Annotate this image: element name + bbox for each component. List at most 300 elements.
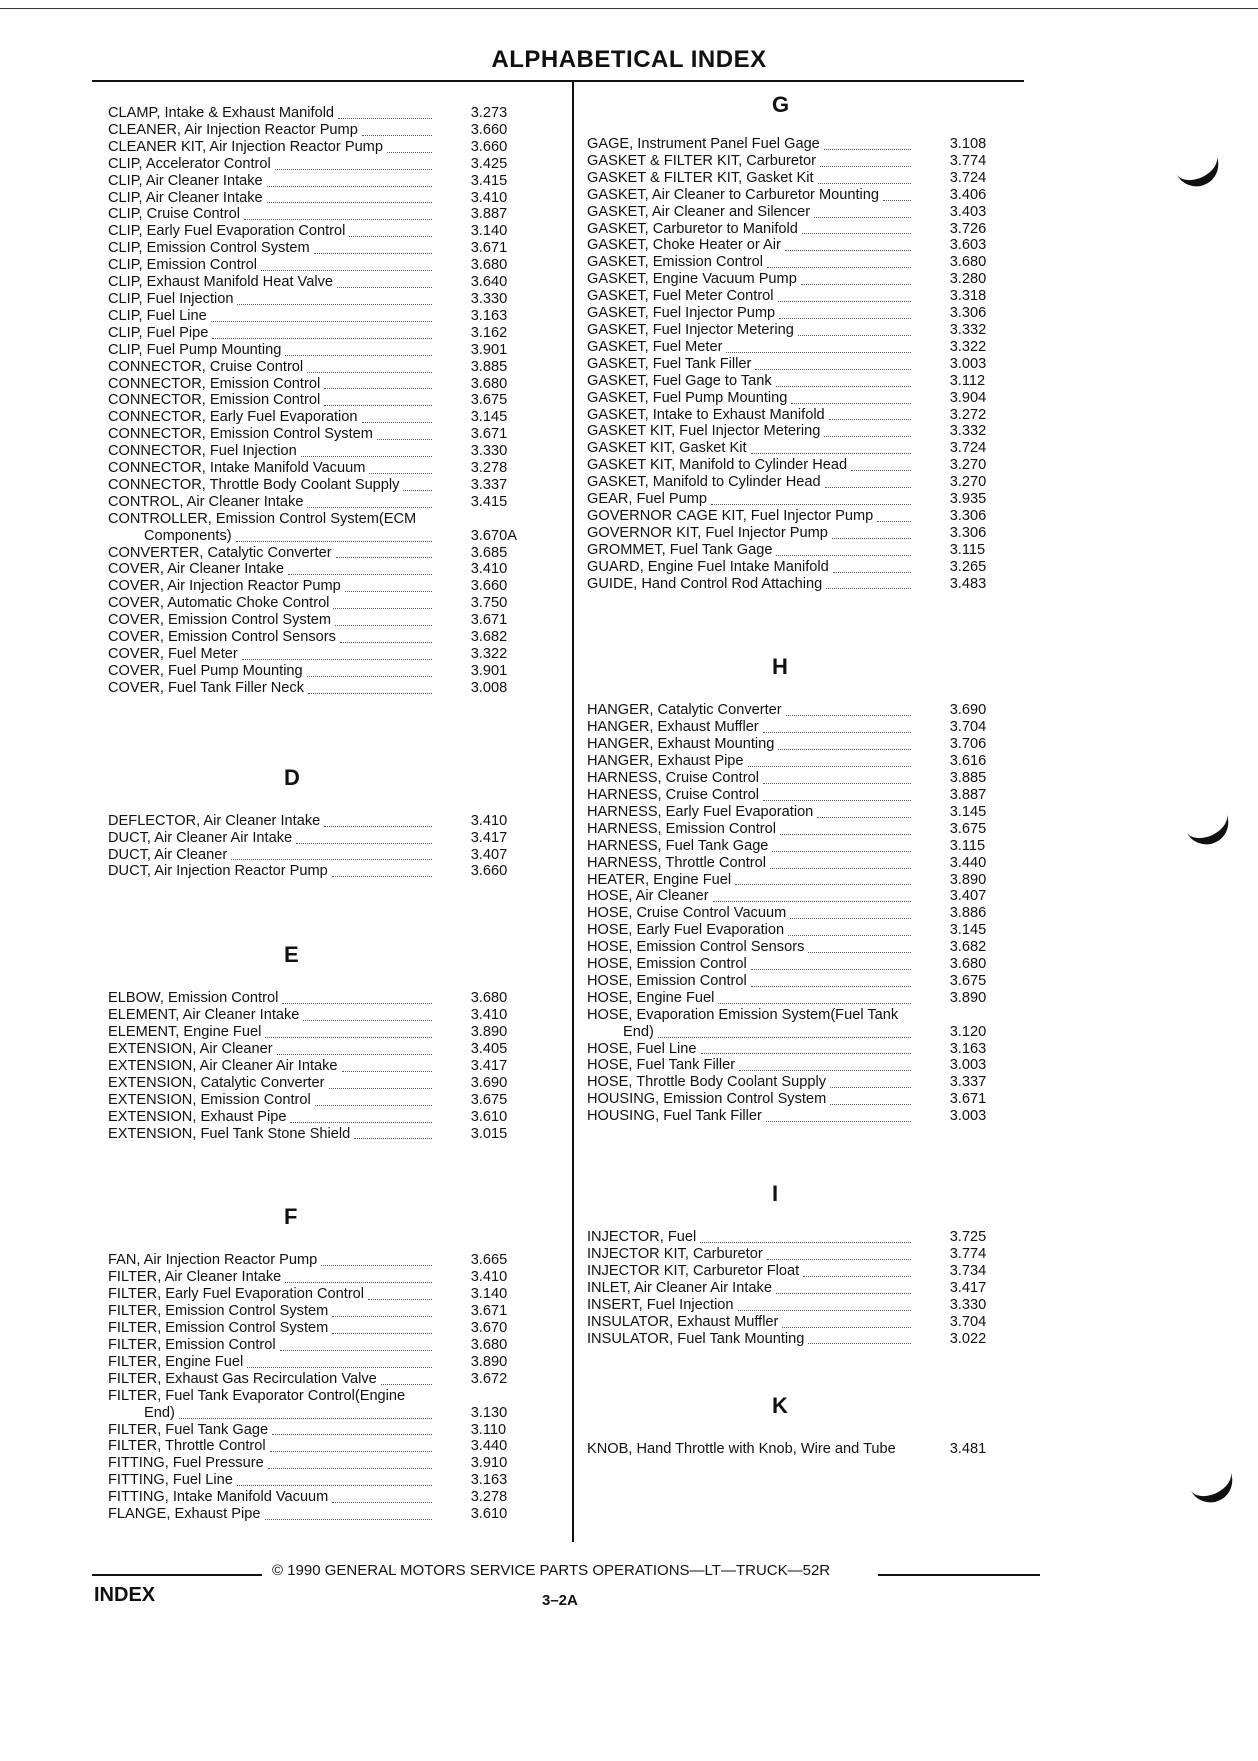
index-entry-name: HOUSING, Fuel Tank Filler xyxy=(587,1108,762,1125)
index-entry-name: GASKET, Fuel Injector Pump xyxy=(587,305,776,322)
index-entry xyxy=(108,1303,563,1320)
index-entry-page: 3.690 xyxy=(949,702,987,719)
index-entry-page: 3.483 xyxy=(949,575,987,592)
index-entry xyxy=(108,863,563,880)
dot-leader xyxy=(335,625,432,626)
index-entry-name: CLEANER KIT, Air Injection Reactor Pump xyxy=(108,138,383,155)
index-entry-name: HANGER, Exhaust Pipe xyxy=(587,753,744,770)
index-entry xyxy=(108,663,563,680)
index-entry-page: 3.115 xyxy=(949,837,986,854)
index-entry-page: 3.140 xyxy=(470,1286,508,1303)
index-entry-name: HANGER, Catalytic Converter xyxy=(587,702,782,719)
page-title: ALPHABETICAL INDEX xyxy=(491,46,767,73)
index-entry-name: COVER, Fuel Meter xyxy=(108,646,238,662)
dot-leader xyxy=(739,1070,911,1071)
dot-leader xyxy=(270,1451,432,1452)
dot-leader xyxy=(808,952,910,953)
index-entry-name: CLIP, Fuel Injection xyxy=(108,290,234,307)
index-column-left xyxy=(108,105,563,1523)
dot-leader xyxy=(825,487,911,488)
index-entry-name: HOSE, Emission Control Sensors xyxy=(587,939,805,956)
dot-leader xyxy=(301,456,432,457)
index-entry xyxy=(587,804,1042,821)
index-entry-page: 3.022 xyxy=(949,1330,987,1347)
index-entry xyxy=(587,153,1042,170)
index-entry-page: 3.724 xyxy=(949,169,987,186)
index-entry-page: 3.278 xyxy=(470,460,508,477)
index-entry-name: FILTER, Early Fuel Evaporation Control xyxy=(108,1286,365,1303)
index-entry xyxy=(108,1354,563,1371)
dot-leader xyxy=(332,1316,431,1317)
dot-leader xyxy=(290,1122,431,1123)
index-entry-page: 3.680 xyxy=(470,257,508,274)
index-entry xyxy=(587,787,1042,804)
index-entry-page: 3.440 xyxy=(470,1438,508,1455)
index-entry-name: GASKET, Fuel Tank Filler xyxy=(587,355,752,372)
index-entry xyxy=(108,1489,563,1506)
dot-leader xyxy=(307,372,432,373)
index-entry-name: GASKET, Emission Control xyxy=(587,254,763,271)
index-entry-name: GASKET, Fuel Gage to Tank xyxy=(587,372,772,389)
index-entry-page: 3.706 xyxy=(949,736,987,753)
index-entry-name: INJECTOR KIT, Carburetor xyxy=(587,1246,763,1263)
index-entry-name: GASKET, Fuel Injector Metering xyxy=(587,321,794,338)
index-entry-name: DUCT, Air Cleaner xyxy=(108,846,228,863)
index-entry-page: 3.405 xyxy=(470,1041,508,1058)
index-entry-page: 3.690 xyxy=(470,1074,508,1091)
index-entry-page: 3.410 xyxy=(470,1007,508,1024)
dot-leader xyxy=(324,826,431,827)
index-entry-name: HOSE, Emission Control xyxy=(587,956,747,973)
index-entry-page: 3.671 xyxy=(470,1303,508,1320)
index-entry-page: 3.417 xyxy=(470,1057,508,1074)
index-entry-name: INLET, Air Cleaner Air Intake xyxy=(587,1279,772,1296)
index-entry-name: HARNESS, Cruise Control xyxy=(587,787,759,803)
dot-leader xyxy=(362,135,432,136)
dot-leader xyxy=(336,557,432,558)
index-entry-page: 3.682 xyxy=(470,629,508,646)
dot-leader xyxy=(776,386,911,387)
index-entry-page: 3.403 xyxy=(949,203,987,220)
index-entry-page: 3.890 xyxy=(949,871,987,888)
index-entry-name: INJECTOR, Fuel xyxy=(587,1229,697,1246)
dot-leader xyxy=(369,473,431,474)
index-entry-page: 3.671 xyxy=(470,426,508,443)
index-entry-page: 3.330 xyxy=(949,1296,987,1313)
dot-leader xyxy=(883,200,911,201)
index-entry-name: EXTENSION, Exhaust Pipe xyxy=(108,1108,287,1125)
dot-leader xyxy=(381,1384,432,1385)
dot-leader xyxy=(265,1519,432,1520)
index-entry-name: EXTENSION, Fuel Tank Stone Shield xyxy=(108,1125,351,1142)
index-entry-page: 3.130 xyxy=(470,1404,508,1421)
index-entry xyxy=(587,753,1042,770)
dot-leader xyxy=(285,355,431,356)
index-entry-name: INSERT, Fuel Injection xyxy=(587,1296,734,1313)
index-entry-name: FILTER, Fuel Tank Evaporator Control(Engine xyxy=(108,1387,406,1404)
index-entry xyxy=(108,376,563,393)
index-entry-name: HOSE, Fuel Line xyxy=(587,1040,697,1057)
index-entry-page: 3.322 xyxy=(470,645,508,662)
index-entry-name: FAN, Air Injection Reactor Pump xyxy=(108,1252,318,1269)
index-entry xyxy=(587,956,1042,973)
index-entry-page: 3.337 xyxy=(949,1074,987,1091)
index-entry-name: GOVERNOR KIT, Fuel Injector Pump xyxy=(587,524,828,541)
dot-leader xyxy=(362,422,432,423)
index-entry xyxy=(108,1075,563,1092)
index-entry xyxy=(108,528,563,545)
index-entry xyxy=(587,1280,1042,1297)
index-entry xyxy=(108,1024,563,1041)
index-entry-page: 3.140 xyxy=(470,223,508,240)
index-entry-name: GAGE, Instrument Panel Fuel Gage xyxy=(587,136,820,152)
index-entry xyxy=(108,1388,563,1405)
dot-leader xyxy=(832,538,911,539)
index-entry-page: 3.145 xyxy=(949,803,987,820)
index-entry-page: 3.610 xyxy=(470,1506,508,1523)
index-entry xyxy=(108,274,563,291)
index-entry xyxy=(587,339,1042,356)
index-entry-name: GASKET, Air Cleaner and Silencer xyxy=(587,203,811,220)
index-entry xyxy=(108,223,563,240)
dot-leader xyxy=(288,574,432,575)
dot-leader xyxy=(782,1327,910,1328)
dot-leader xyxy=(751,453,911,454)
index-entry-page: 3.680 xyxy=(949,254,987,271)
index-entry-name: CLIP, Exhaust Manifold Heat Valve xyxy=(108,274,333,291)
index-entry xyxy=(108,1286,563,1303)
index-entry-page: 3.660 xyxy=(470,121,508,138)
dot-leader xyxy=(779,318,911,319)
index-entry xyxy=(108,813,563,830)
dot-leader xyxy=(818,183,911,184)
index-entry xyxy=(108,426,563,443)
index-entry xyxy=(587,390,1042,407)
index-entry-page: 3.774 xyxy=(949,1246,987,1263)
index-entry-name: FLANGE, Exhaust Pipe xyxy=(108,1506,261,1523)
section-letter-i: I xyxy=(772,1181,779,1207)
index-entry xyxy=(108,443,563,460)
column-divider xyxy=(572,82,574,1542)
index-entry-name: FILTER, Emission Control System xyxy=(108,1303,329,1320)
index-entry-name: HOSE, Early Fuel Evaporation xyxy=(587,922,785,939)
index-entry-name: CLEANER, Air Injection Reactor Pump xyxy=(108,121,358,138)
dot-leader xyxy=(277,1054,432,1055)
index-entry xyxy=(587,1246,1042,1263)
index-entry-name: GASKET, Fuel Pump Mounting xyxy=(587,389,788,406)
index-entry-name: COVER, Fuel Tank Filler Neck xyxy=(108,679,304,696)
index-entry-name: CONNECTOR, Cruise Control xyxy=(108,358,304,375)
index-entry-name: CONTROL, Air Cleaner Intake xyxy=(108,493,304,510)
index-entry-page: 3.680 xyxy=(949,956,987,973)
index-entry xyxy=(587,373,1042,390)
index-entry-name: CONTROLLER, Emission Control System(ECM xyxy=(108,510,417,527)
index-entry xyxy=(587,770,1042,787)
dot-leader xyxy=(718,1003,910,1004)
index-entry-name: GASKET, Engine Vacuum Pump xyxy=(587,271,797,288)
dot-leader xyxy=(275,169,432,170)
dot-leader xyxy=(321,1265,431,1266)
index-entry-name: COVER, Automatic Choke Control xyxy=(108,595,330,612)
index-entry-name: GASKET KIT, Fuel Injector Metering xyxy=(587,423,821,440)
index-entry-name: GASKET, Intake to Exhaust Manifold xyxy=(587,406,825,423)
index-entry-name: HOSE, Throttle Body Coolant Supply xyxy=(587,1074,827,1091)
dot-leader xyxy=(767,1259,911,1260)
section-letter-h: H xyxy=(772,654,788,680)
index-column-right xyxy=(587,88,1042,1458)
index-entry xyxy=(108,1320,563,1337)
index-entry-page: 3.265 xyxy=(949,558,987,575)
section-letter-k: K xyxy=(772,1393,788,1419)
index-entry-name: CONNECTOR, Emission Control xyxy=(108,392,321,409)
dot-leader xyxy=(701,1053,911,1054)
dot-leader xyxy=(265,1037,431,1038)
index-entry xyxy=(108,612,563,629)
dot-leader xyxy=(282,1003,431,1004)
index-entry xyxy=(108,1422,563,1439)
index-entry-page: 3.145 xyxy=(470,409,508,426)
index-entry-page: 3.603 xyxy=(949,237,987,254)
section-spacer xyxy=(587,1125,1042,1177)
index-entry xyxy=(108,206,563,223)
section-letter-d: D xyxy=(284,764,300,790)
index-entry-name: FILTER, Engine Fuel xyxy=(108,1353,244,1370)
index-entry xyxy=(587,271,1042,288)
index-entry xyxy=(108,1058,563,1075)
index-entry-page: 3.704 xyxy=(949,1313,987,1330)
dot-leader xyxy=(314,253,432,254)
dot-leader xyxy=(824,149,911,150)
index-entry xyxy=(587,204,1042,221)
index-entry-name: HARNESS, Emission Control xyxy=(587,820,776,837)
footer-copyright: © 1990 GENERAL MOTORS SERVICE PARTS OPERATIONS—LT—TRUCK—52R xyxy=(272,1562,831,1579)
page-edge-rule xyxy=(0,8,1258,9)
index-entry xyxy=(108,105,563,122)
index-entry-page: 3.120 xyxy=(949,1023,987,1040)
index-entry-page: 3.672 xyxy=(470,1370,508,1387)
dot-leader xyxy=(713,901,911,902)
index-entry-page: 3.660 xyxy=(470,138,508,155)
section-spacer xyxy=(108,972,563,990)
dot-leader xyxy=(829,419,911,420)
index-entry-name: CONNECTOR, Emission Control System xyxy=(108,426,373,443)
index-entry-name: CLIP, Emission Control System xyxy=(108,240,310,257)
index-entry-page: 3.680 xyxy=(470,1337,508,1354)
index-entry-page: 3.108 xyxy=(949,136,987,152)
dot-leader xyxy=(354,1138,431,1139)
dot-leader xyxy=(324,405,431,406)
dot-leader xyxy=(324,388,431,389)
dot-leader xyxy=(817,817,910,818)
dot-leader xyxy=(780,834,911,835)
index-entry-name: FILTER, Emission Control System xyxy=(108,1320,329,1337)
dot-leader xyxy=(711,504,911,505)
index-entry-name: FILTER, Emission Control xyxy=(108,1337,276,1354)
dot-leader xyxy=(751,969,911,970)
dot-leader xyxy=(338,118,432,119)
index-entry-name: DUCT, Air Cleaner Air Intake xyxy=(108,829,293,846)
section-letter-g: G xyxy=(772,92,790,117)
dot-leader xyxy=(772,851,910,852)
dot-leader xyxy=(247,1367,432,1368)
index-entry-page: 3.270 xyxy=(949,457,987,474)
dot-leader xyxy=(785,250,911,251)
index-entry-name: Components) xyxy=(144,527,232,544)
index-entry-page: 3.671 xyxy=(949,1091,987,1108)
dot-leader xyxy=(763,800,911,801)
index-entry-page: 3.660 xyxy=(470,863,508,880)
index-entry xyxy=(587,1007,1042,1024)
index-entry xyxy=(108,1506,563,1523)
index-entry-page: 3.935 xyxy=(949,491,987,508)
index-entry-name: HOSE, Fuel Tank Filler xyxy=(587,1057,736,1074)
index-entry-page: 3.280 xyxy=(949,271,987,288)
index-entry-page: 3.003 xyxy=(949,1108,987,1125)
index-entry-name: HOSE, Evaporation Emission System(Fuel Tank xyxy=(587,1006,899,1023)
footer-section-label: INDEX xyxy=(94,1584,156,1606)
index-entry-name: HOSE, Air Cleaner xyxy=(587,888,709,905)
dot-leader xyxy=(179,1418,432,1419)
index-entry xyxy=(587,702,1042,719)
index-entry-page: 3.145 xyxy=(949,922,987,939)
index-entry-page: 3.330 xyxy=(470,443,508,460)
dot-leader xyxy=(329,1088,432,1089)
section-spacer xyxy=(108,1234,563,1252)
dot-leader xyxy=(267,202,432,203)
index-entry-name: GASKET, Carburetor to Manifold xyxy=(587,220,798,237)
index-entry-name: HARNESS, Fuel Tank Gage xyxy=(587,837,769,854)
index-entry-name: CONNECTOR, Intake Manifold Vacuum xyxy=(108,460,366,477)
index-entry-page: 3.417 xyxy=(949,1279,987,1296)
dot-leader xyxy=(212,338,431,339)
index-entry-name: CLIP, Fuel Pump Mounting xyxy=(108,341,282,358)
index-entry-page: 3.675 xyxy=(470,392,508,409)
index-entry xyxy=(108,1007,563,1024)
index-entry-page: 3.665 xyxy=(470,1252,508,1269)
index-entry-page: 3.610 xyxy=(470,1108,508,1125)
index-entry-name: CLIP, Fuel Line xyxy=(108,307,207,324)
index-entry-page: 3.415 xyxy=(470,493,508,510)
index-entry-page: 3.671 xyxy=(470,612,508,629)
index-entry xyxy=(108,139,563,156)
section-spacer xyxy=(108,880,563,938)
index-entry-name: GASKET & FILTER KIT, Carburetor xyxy=(587,152,816,169)
index-entry xyxy=(587,821,1042,838)
index-entry-page: 3.734 xyxy=(949,1262,987,1279)
index-entry xyxy=(587,939,1042,956)
index-entry-page: 3.415 xyxy=(470,172,508,189)
index-entry-page: 3.901 xyxy=(470,662,508,679)
index-entry xyxy=(108,1126,563,1143)
index-entry-page: 3.670A xyxy=(470,527,517,544)
index-entry xyxy=(108,477,563,494)
index-entry-name: CONNECTOR, Throttle Body Coolant Supply xyxy=(108,476,400,493)
index-entry xyxy=(587,1057,1042,1074)
index-entry-name: GASKET KIT, Manifold to Cylinder Head xyxy=(587,457,848,474)
index-entry-name: End) xyxy=(144,1404,175,1421)
index-entry-name: HARNESS, Early Fuel Evaporation xyxy=(587,803,814,820)
index-entry xyxy=(108,240,563,257)
index-entry-name: GEAR, Fuel Pump xyxy=(587,491,708,508)
index-entry-page: 3.417 xyxy=(470,829,508,846)
index-entry xyxy=(108,494,563,511)
dot-leader xyxy=(776,1293,911,1294)
index-entry-name: EXTENSION, Catalytic Converter xyxy=(108,1074,325,1091)
index-entry xyxy=(108,1472,563,1489)
index-entry xyxy=(108,122,563,139)
index-entry-page: 3.410 xyxy=(470,189,508,206)
index-entry xyxy=(108,1092,563,1109)
dot-leader xyxy=(658,1037,911,1038)
index-entry xyxy=(108,190,563,207)
index-entry xyxy=(587,990,1042,1007)
index-entry-page: 3.410 xyxy=(470,561,508,578)
dot-leader xyxy=(387,152,432,153)
dot-leader xyxy=(751,986,911,987)
index-entry xyxy=(108,392,563,409)
index-entry-page: 3.003 xyxy=(949,1057,987,1074)
dot-leader xyxy=(801,284,911,285)
index-entry xyxy=(108,1455,563,1472)
title-rule xyxy=(92,80,1024,82)
index-entry xyxy=(587,440,1042,457)
dot-leader xyxy=(231,859,431,860)
index-entry xyxy=(108,1252,563,1269)
dot-leader xyxy=(824,436,910,437)
index-entry-name: FILTER, Throttle Control xyxy=(108,1438,266,1455)
dot-leader xyxy=(767,267,911,268)
index-entry-name: INSULATOR, Exhaust Muffler xyxy=(587,1313,779,1330)
index-entry xyxy=(108,325,563,342)
index-entry-name: EXTENSION, Air Cleaner Air Intake xyxy=(108,1057,338,1074)
index-entry-name: GASKET KIT, Gasket Kit xyxy=(587,440,747,457)
index-entry xyxy=(587,576,1042,593)
index-entry xyxy=(587,491,1042,508)
index-entry-name: FITTING, Fuel Pressure xyxy=(108,1455,264,1472)
index-entry-page: 3.406 xyxy=(949,186,987,203)
index-entry-page: 3.410 xyxy=(470,1269,508,1286)
index-entry-name: CONNECTOR, Emission Control xyxy=(108,375,321,392)
index-entry xyxy=(587,423,1042,440)
index-entry-page: 3.322 xyxy=(949,338,987,355)
index-entry xyxy=(587,922,1042,939)
dot-leader xyxy=(267,186,432,187)
dot-leader xyxy=(786,715,911,716)
dot-leader xyxy=(770,868,911,869)
index-entry-page: 3.885 xyxy=(470,358,508,375)
dot-leader xyxy=(802,233,911,234)
index-entry xyxy=(587,305,1042,322)
index-entry-page: 3.774 xyxy=(949,152,987,169)
dot-leader xyxy=(349,236,431,237)
index-entry-page: 3.306 xyxy=(949,507,987,524)
dot-leader xyxy=(296,843,432,844)
index-entry xyxy=(108,342,563,359)
index-entry-name: INSULATOR, Fuel Tank Mounting xyxy=(587,1330,805,1347)
index-entry-name: HARNESS, Cruise Control xyxy=(587,770,759,787)
index-entry-page: 3.272 xyxy=(949,406,987,423)
index-entry-page: 3.680 xyxy=(470,990,508,1007)
index-entry-page: 3.270 xyxy=(949,474,987,491)
index-entry-name: HOSE, Emission Control xyxy=(587,972,747,989)
index-entry-page: 3.163 xyxy=(949,1040,987,1057)
dot-leader xyxy=(315,1105,432,1106)
dot-leader xyxy=(403,490,431,491)
index-entry-name: GASKET, Choke Heater or Air xyxy=(587,237,781,254)
index-entry xyxy=(587,1024,1042,1041)
dot-leader xyxy=(788,935,911,936)
index-entry xyxy=(587,1314,1042,1331)
